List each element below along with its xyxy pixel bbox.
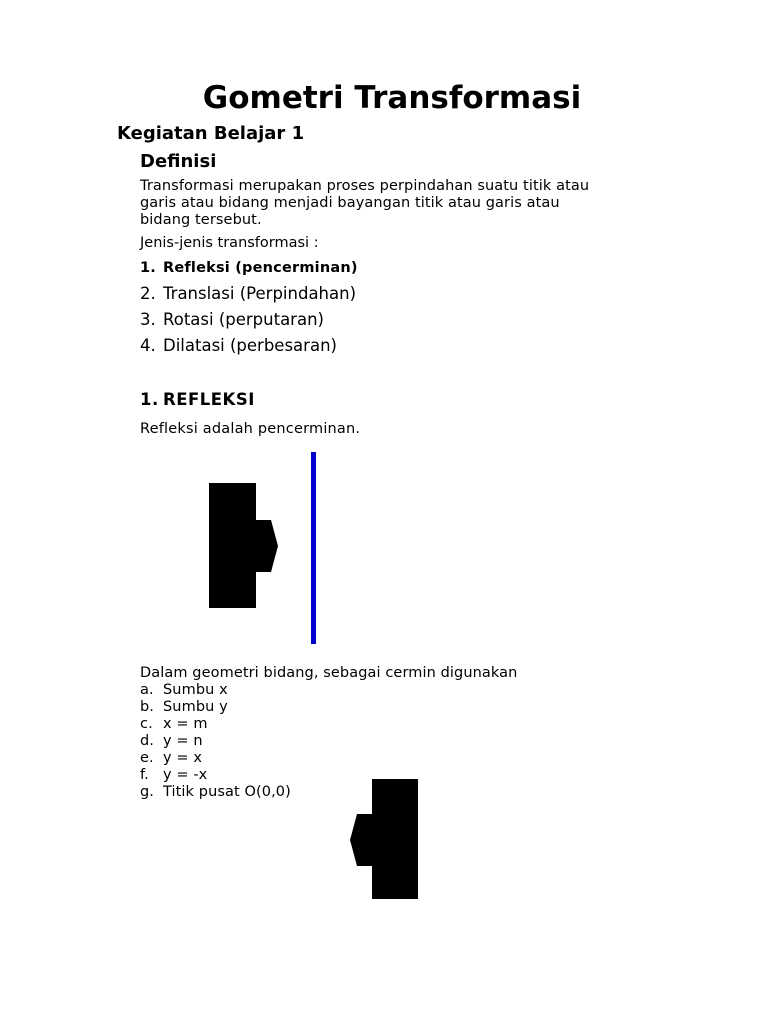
option-text: y = -x bbox=[163, 767, 208, 783]
list-item bbox=[140, 336, 337, 355]
list-item bbox=[140, 682, 228, 698]
list-item bbox=[140, 750, 202, 766]
option-label: d. bbox=[140, 733, 155, 749]
definition-line: Transformasi merupakan proses perpindahan suatu titik atau bbox=[140, 178, 590, 194]
list-item bbox=[140, 716, 208, 732]
list-item bbox=[140, 260, 358, 276]
types-label: Jenis-jenis transformasi : bbox=[140, 235, 319, 251]
option-label: c. bbox=[140, 716, 153, 732]
page-title: Gometri Transformasi bbox=[202, 80, 582, 116]
mirror-line bbox=[311, 452, 316, 644]
list-item bbox=[140, 310, 324, 329]
list-text: Rotasi (perputaran) bbox=[163, 310, 324, 329]
heading-number: 1. bbox=[140, 390, 159, 409]
heading-text: REFLEKSI bbox=[163, 390, 255, 409]
option-label: f. bbox=[140, 767, 149, 783]
definition-heading: Definisi bbox=[140, 151, 217, 172]
image-shape bbox=[350, 779, 418, 899]
mirror-intro: Dalam geometri bidang, sebagai cermin digunakan bbox=[140, 665, 518, 681]
list-item bbox=[140, 284, 356, 303]
option-label: a. bbox=[140, 682, 154, 698]
option-text: Sumbu y bbox=[163, 699, 228, 715]
option-text: Titik pusat O(0,0) bbox=[163, 784, 291, 800]
option-label: b. bbox=[140, 699, 155, 715]
definition-line: bidang tersebut. bbox=[140, 212, 262, 228]
option-text: Sumbu x bbox=[163, 682, 228, 698]
option-text: y = x bbox=[163, 750, 203, 766]
option-label: e. bbox=[140, 750, 154, 766]
option-text: y = n bbox=[163, 733, 203, 749]
list-item bbox=[140, 699, 228, 715]
list-text: Dilatasi (perbesaran) bbox=[163, 336, 337, 355]
list-item bbox=[140, 784, 291, 800]
reflection-heading bbox=[140, 390, 255, 409]
option-label: g. bbox=[140, 784, 155, 800]
subtitle: Kegiatan Belajar 1 bbox=[117, 123, 305, 144]
option-text: x = m bbox=[163, 716, 208, 732]
list-number: 2. bbox=[140, 284, 156, 303]
list-number: 3. bbox=[140, 310, 156, 329]
object-shape bbox=[209, 483, 278, 608]
list-item bbox=[140, 767, 207, 783]
list-number: 4. bbox=[140, 336, 156, 355]
definition-paragraph bbox=[140, 178, 660, 229]
list-text: Refleksi (pencerminan) bbox=[163, 260, 358, 276]
list-text: Translasi (Perpindahan) bbox=[163, 284, 357, 303]
list-item bbox=[140, 733, 203, 749]
list-number: 1. bbox=[140, 260, 156, 276]
definition-line: garis atau bidang menjadi bayangan titik atau garis atau bbox=[140, 195, 560, 211]
reflection-definition: Refleksi adalah pencerminan. bbox=[140, 421, 361, 437]
